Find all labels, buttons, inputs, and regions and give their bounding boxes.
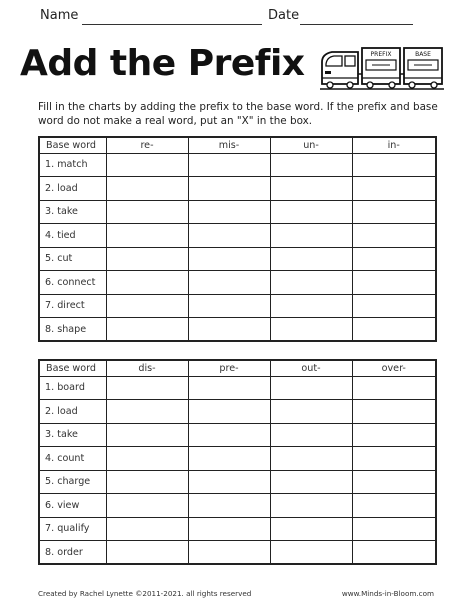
base-sign: BASE <box>415 51 431 58</box>
col-header: over- <box>352 360 436 376</box>
answer-cell[interactable] <box>188 294 270 318</box>
answer-cell[interactable] <box>188 200 270 224</box>
table-header-row <box>39 360 436 376</box>
answer-cell[interactable] <box>188 318 270 342</box>
answer-cell[interactable] <box>270 177 352 201</box>
table-row <box>39 494 436 518</box>
answer-cell[interactable] <box>106 470 188 494</box>
answer-cell[interactable] <box>188 247 270 271</box>
answer-cell[interactable] <box>352 177 436 201</box>
base-word-cell: 3. take <box>39 423 106 447</box>
answer-cell[interactable] <box>352 153 436 177</box>
date-label: Date <box>268 8 300 23</box>
table-row <box>39 541 436 565</box>
answer-cell[interactable] <box>106 517 188 541</box>
answer-cell[interactable] <box>188 224 270 248</box>
col-header: re- <box>106 137 188 153</box>
prefix-table-1 <box>38 136 437 342</box>
table-row <box>39 470 436 494</box>
answer-cell[interactable] <box>188 494 270 518</box>
worksheet-title: Add the Prefix <box>20 43 305 84</box>
answer-cell[interactable] <box>106 423 188 447</box>
col-header: mis- <box>188 137 270 153</box>
base-word-cell: 2. load <box>39 177 106 201</box>
answer-cell[interactable] <box>188 470 270 494</box>
base-word-cell: 6. view <box>39 494 106 518</box>
answer-cell[interactable] <box>270 423 352 447</box>
base-word-cell: 7. direct <box>39 294 106 318</box>
answer-cell[interactable] <box>270 318 352 342</box>
table-row <box>39 423 436 447</box>
answer-cell[interactable] <box>106 447 188 471</box>
answer-cell[interactable] <box>188 423 270 447</box>
answer-cell[interactable] <box>352 294 436 318</box>
prefix-table-2 <box>38 359 437 565</box>
base-word-cell: 5. cut <box>39 247 106 271</box>
answer-cell[interactable] <box>352 517 436 541</box>
table-row <box>39 318 436 342</box>
col-header: in- <box>352 137 436 153</box>
answer-cell[interactable] <box>188 541 270 565</box>
answer-cell[interactable] <box>270 153 352 177</box>
base-word-cell: 8. order <box>39 541 106 565</box>
answer-cell[interactable] <box>106 271 188 295</box>
col-header: Base word <box>39 360 106 376</box>
answer-cell[interactable] <box>270 517 352 541</box>
col-header: pre- <box>188 360 270 376</box>
answer-cell[interactable] <box>106 200 188 224</box>
answer-cell[interactable] <box>352 376 436 400</box>
table-row <box>39 517 436 541</box>
answer-cell[interactable] <box>188 177 270 201</box>
base-word-cell: 4. count <box>39 447 106 471</box>
answer-cell[interactable] <box>106 247 188 271</box>
answer-cell[interactable] <box>352 271 436 295</box>
instructions: Fill in the charts by adding the prefix to the base word. If the prefix and base word do not make a real word, put an "X" in the box. <box>38 101 438 127</box>
base-word-cell: 2. load <box>39 400 106 424</box>
table-row <box>39 376 436 400</box>
answer-cell[interactable] <box>270 200 352 224</box>
name-label: Name <box>40 8 79 23</box>
base-word-cell: 1. board <box>39 376 106 400</box>
name-date-line <box>0 6 474 28</box>
answer-cell[interactable] <box>352 224 436 248</box>
answer-cell[interactable] <box>352 318 436 342</box>
answer-cell[interactable] <box>270 294 352 318</box>
base-word-cell: 7. qualify <box>39 517 106 541</box>
table-row <box>39 294 436 318</box>
answer-cell[interactable] <box>106 541 188 565</box>
col-header: out- <box>270 360 352 376</box>
table-header-row <box>39 137 436 153</box>
website-link[interactable]: www.Minds-in-Bloom.com <box>341 589 434 598</box>
answer-cell[interactable] <box>352 247 436 271</box>
answer-cell[interactable] <box>106 153 188 177</box>
answer-cell[interactable] <box>270 541 352 565</box>
base-word-cell: 8. shape <box>39 318 106 342</box>
answer-cell[interactable] <box>106 318 188 342</box>
table-row <box>39 153 436 177</box>
col-header: Base word <box>39 137 106 153</box>
answer-cell[interactable] <box>352 447 436 471</box>
table-row <box>39 271 436 295</box>
answer-cell[interactable] <box>270 400 352 424</box>
prefix-sign: PREFIX <box>370 51 392 58</box>
answer-cell[interactable] <box>106 294 188 318</box>
base-word-cell: 6. connect <box>39 271 106 295</box>
answer-cell[interactable] <box>270 247 352 271</box>
answer-cell[interactable] <box>270 470 352 494</box>
base-word-cell: 3. take <box>39 200 106 224</box>
answer-cell[interactable] <box>188 153 270 177</box>
answer-cell[interactable] <box>106 224 188 248</box>
base-word-cell: 5. charge <box>39 470 106 494</box>
answer-cell[interactable] <box>352 494 436 518</box>
answer-cell[interactable] <box>352 400 436 424</box>
answer-cell[interactable] <box>352 423 436 447</box>
answer-cell[interactable] <box>188 517 270 541</box>
answer-cell[interactable] <box>352 541 436 565</box>
base-word-cell: 1. match <box>39 153 106 177</box>
answer-cell[interactable] <box>188 447 270 471</box>
answer-cell[interactable] <box>270 376 352 400</box>
answer-cell[interactable] <box>352 200 436 224</box>
name-blank[interactable] <box>82 24 262 25</box>
col-header: dis- <box>106 360 188 376</box>
table-row <box>39 447 436 471</box>
answer-cell[interactable] <box>270 224 352 248</box>
answer-cell[interactable] <box>106 177 188 201</box>
answer-cell[interactable] <box>188 400 270 424</box>
answer-cell[interactable] <box>188 376 270 400</box>
answer-cell[interactable] <box>270 447 352 471</box>
answer-cell[interactable] <box>188 271 270 295</box>
answer-cell[interactable] <box>106 376 188 400</box>
table-row <box>39 247 436 271</box>
answer-cell[interactable] <box>352 470 436 494</box>
train-icon <box>318 44 446 92</box>
answer-cell[interactable] <box>270 494 352 518</box>
answer-cell[interactable] <box>106 494 188 518</box>
answer-cell[interactable] <box>106 400 188 424</box>
table-row <box>39 177 436 201</box>
date-blank[interactable] <box>300 24 413 25</box>
table-row <box>39 224 436 248</box>
answer-cell[interactable] <box>270 271 352 295</box>
base-word-cell: 4. tied <box>39 224 106 248</box>
col-header: un- <box>270 137 352 153</box>
table-row <box>39 400 436 424</box>
copyright-credit: Created by Rachel Lynette ©2011-2021. all rights reserved <box>38 589 252 598</box>
table-row <box>39 200 436 224</box>
